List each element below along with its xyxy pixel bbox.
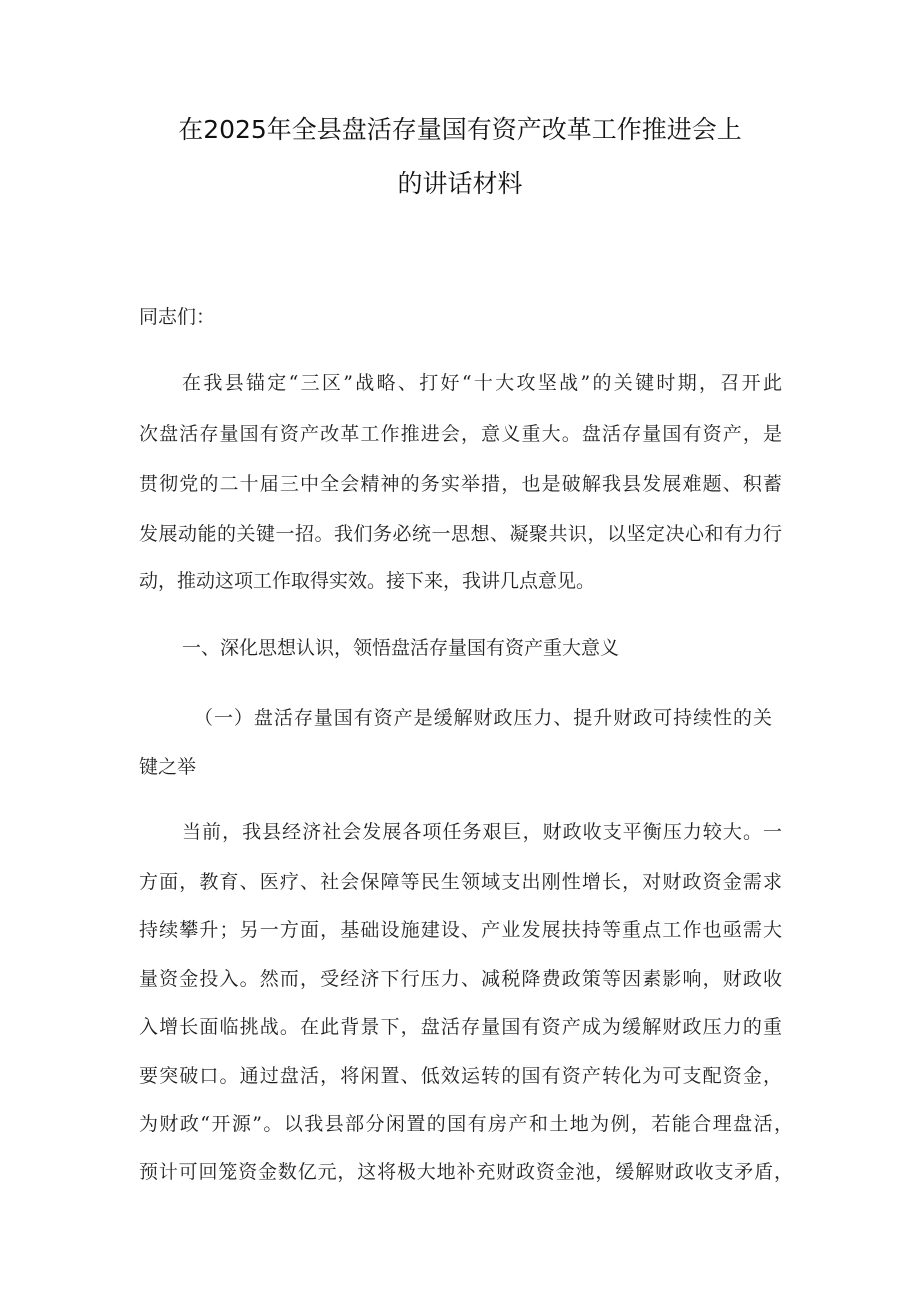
subheading-1-line-1: （一）盘活存量国有资产是缓解财政压力、提升财政可持续性的关	[194, 707, 772, 729]
salutation: 同志们：	[139, 306, 216, 328]
document-title-line-1: 在2025年全县盘活存量国有资产改革工作推进会上	[178, 115, 742, 144]
paragraph-2-line-1: 当前，我县经济社会发展各项任务艰巨，财政收支平衡压力较大。一	[182, 821, 782, 843]
paragraph-2-line-7: 为财政“开源”。以我县部分闲置的国有房产和土地为例，若能合理盘活，	[139, 1113, 793, 1135]
paragraph-1-line-2: 次盘活存量国有资产改革工作推进会，意义重大。盘活存量国有资产，是	[139, 423, 782, 445]
paragraph-2-line-2: 方面，教育、医疗、社会保障等民生领域支出刚性增长，对财政资金需求	[139, 871, 782, 893]
paragraph-1-line-1: 在我县锚定“三区”战略、打好“十大攻坚战”的关键时期，召开此	[182, 372, 782, 394]
document-title-line-2: 的讲话材料	[397, 169, 523, 198]
paragraph-1-line-5: 动，推动这项工作取得实效。接下来，我讲几点意见。	[139, 570, 596, 592]
paragraph-2-line-4: 量资金投入。然而，受经济下行压力、减税降费政策等因素影响，财政收	[139, 968, 782, 990]
paragraph-1-line-4: 发展动能的关键一招。我们务必统一思想、凝聚共识，以坚定决心和有力行	[139, 523, 782, 545]
paragraph-1-line-3: 贯彻党的二十届三中全会精神的务实举措，也是破解我县发展难题、积蓄	[139, 473, 782, 495]
paragraph-2-line-6: 要突破口。通过盘活，将闲置、低效运转的国有资产转化为可支配资金，	[139, 1065, 782, 1087]
paragraph-2-line-3: 持续攀升；另一方面，基础设施建设、产业发展扶持等重点工作也亟需大	[139, 919, 782, 941]
subheading-1-line-2: 键之举	[139, 756, 197, 778]
paragraph-2-line-8: 预计可回笼资金数亿元，这将极大地补充财政资金池，缓解财政收支矛盾，	[139, 1161, 793, 1183]
section-heading-1: 一、深化思想认识，领悟盘活存量国有资产重大意义	[182, 637, 620, 659]
paragraph-2-line-5: 入增长面临挑战。在此背景下，盘活存量国有资产成为缓解财政压力的重	[139, 1016, 782, 1038]
